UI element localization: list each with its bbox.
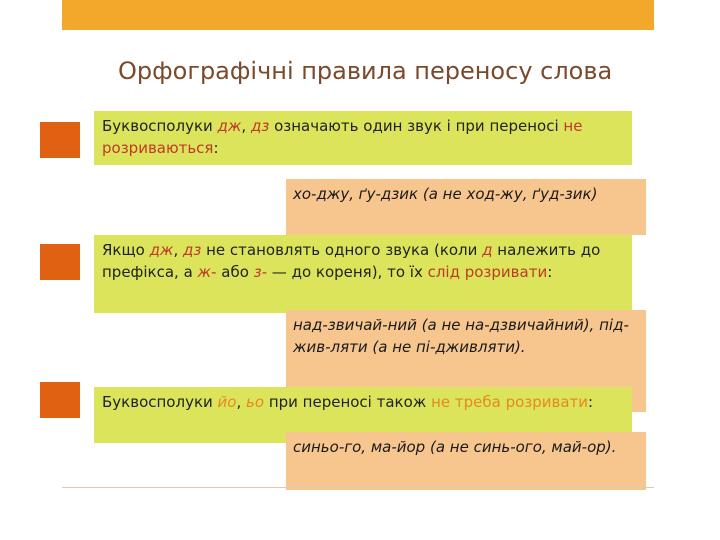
rule-box-1: [94, 111, 632, 165]
rule-text: ,: [236, 393, 247, 411]
rule-highlight: д: [482, 241, 493, 259]
rule-text: Якщо: [102, 241, 150, 259]
rule-highlight: дж: [217, 117, 242, 135]
rule-text: при переносі також: [264, 393, 432, 411]
rule-text: — до кореня), то їх: [267, 263, 428, 281]
rule-highlight: ж-: [197, 263, 217, 281]
rule-text: означають один звук і при переносі: [269, 117, 564, 135]
rule-text: :: [547, 263, 553, 281]
rule-text: ,: [173, 241, 183, 259]
rule-highlight: з-: [253, 263, 268, 281]
top-accent-bar: [62, 0, 654, 30]
rule-highlight: дз: [250, 117, 270, 135]
example-box-3: синьо-го, ма-йор (а не синь-ого, май-ор).: [286, 432, 646, 490]
rule-highlight: йо: [217, 393, 237, 411]
rule-text: не становлять одного звука (коли: [201, 241, 483, 259]
rule-text: ,: [241, 117, 251, 135]
bullet-square-3: [40, 382, 80, 418]
example-box-2: над-звичай-ний (а не на-дзвичайний), під-жив-ляти (а не пі-дживляти).: [286, 310, 646, 412]
rule-text: Буквосполуки: [102, 393, 218, 411]
bullet-square-1: [40, 122, 80, 158]
rule-highlight: не треба розривати: [431, 393, 589, 411]
rule-text: :: [588, 393, 594, 411]
rule-text: :: [213, 139, 219, 157]
rule-highlight: не розриваються: [102, 117, 583, 157]
rule-text: Буквосполуки: [102, 117, 218, 135]
rule-highlight: дз: [183, 241, 202, 259]
rule-highlight: слід розривати: [427, 263, 548, 281]
slide-title: Орфографічні правила переносу слова: [118, 57, 613, 85]
rule-highlight: ьо: [246, 393, 265, 411]
bottom-divider: [62, 487, 654, 488]
rule-text: або: [216, 263, 254, 281]
rule-text: належить до префікса, а: [102, 241, 601, 281]
rule-highlight: дж: [149, 241, 174, 259]
rule-box-2: [94, 235, 632, 313]
bullet-square-2: [40, 244, 80, 280]
example-box-1: хо-джу, ґу-дзик (а не ход-жу, ґуд-зик): [286, 179, 646, 235]
